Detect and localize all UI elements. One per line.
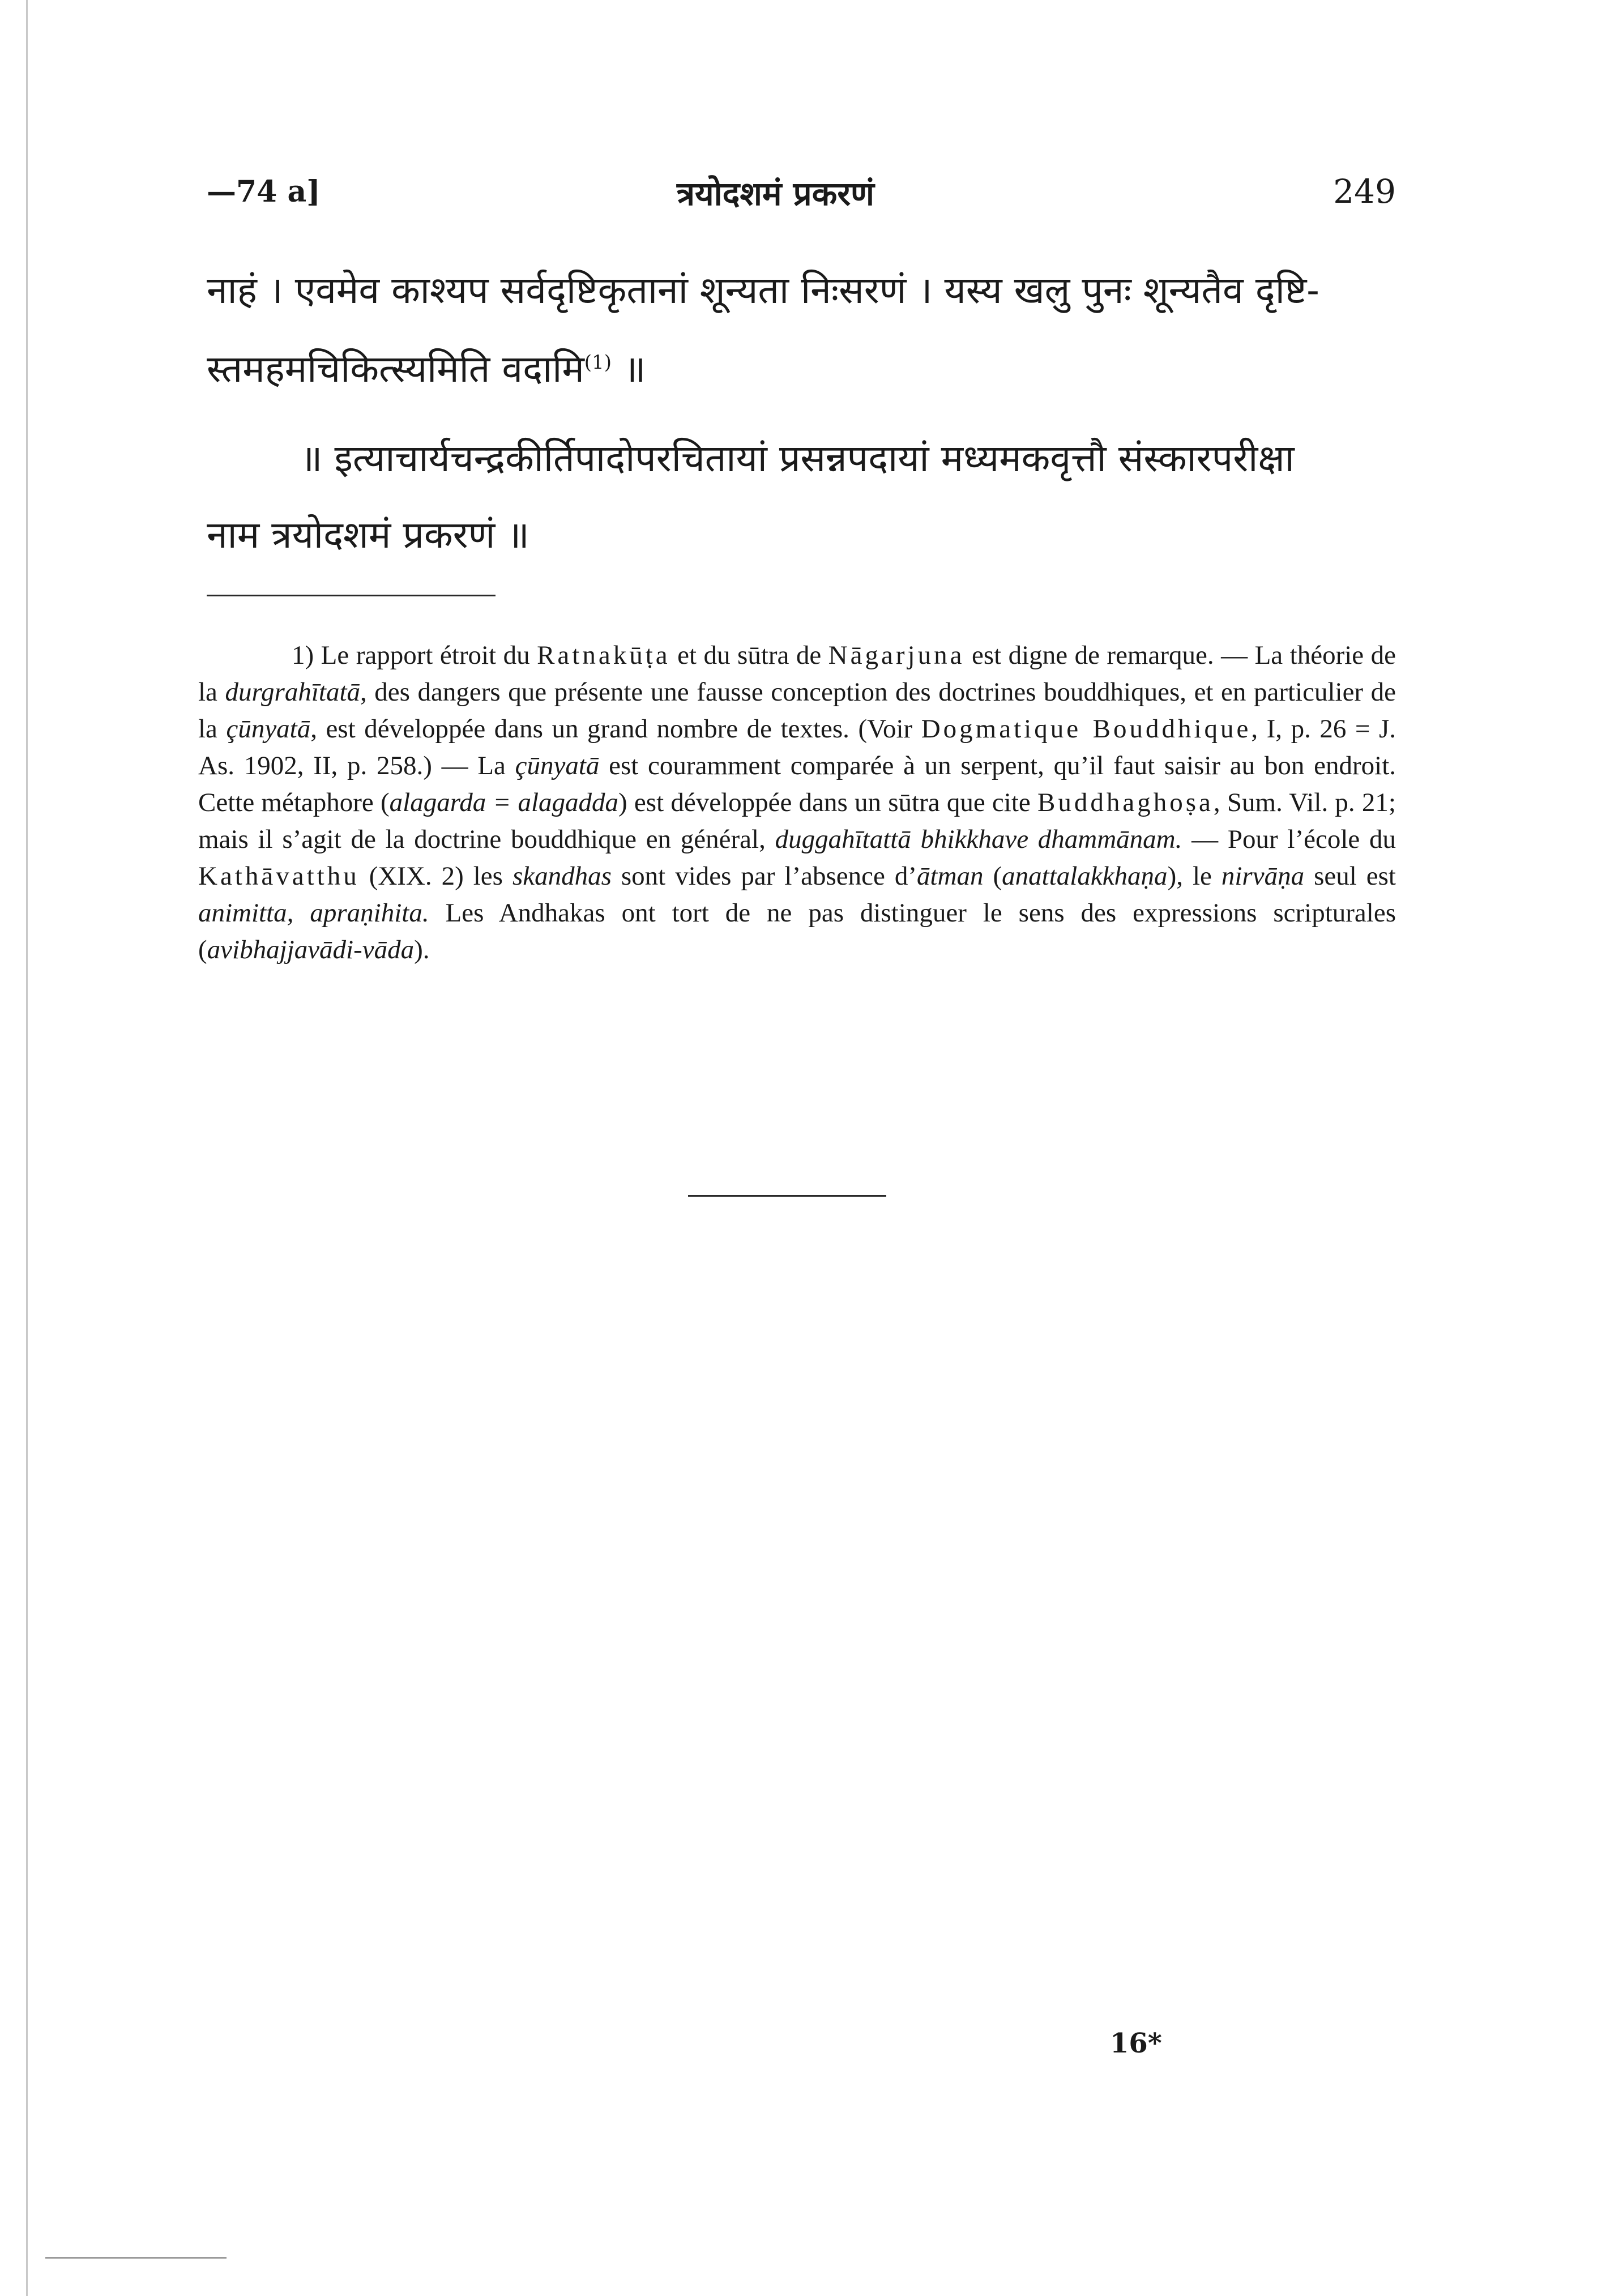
fn-text-8: ) est développée dans un sūtra que cite (618, 788, 1038, 817)
fn-kathavatthu: Kathāvatthu (198, 861, 360, 891)
fn-text-1: 1) Le rapport étroit du (292, 641, 537, 670)
scan-edge-left (26, 0, 28, 2296)
sanskrit-line-1: नाहं । एवमेव काश्यप सर्वदृष्टिकृतानां शून्यता निःसरणं । यस्य खलु पुनः शून्यतैव दृष्टि- (207, 268, 1319, 312)
scan-edge-bottom (45, 2257, 227, 2259)
fn-text-12: sont vides par l’absence d’ (611, 861, 917, 891)
fn-text-4: , des dangers que présente une fausse conception des doctrines bouddhiques, et en particulier de la (198, 677, 1396, 744)
fn-text-16: Les Andhakas ont tort de ne pas distinguer le sens des expressions scripturales ( (198, 898, 1396, 965)
fn-text-6: , I, p. 26 = J. As. 1902, II, p. 258.) — La (198, 714, 1396, 780)
fn-ratnakuta: Ratnakūṭa (537, 641, 670, 670)
fn-text-10: — Pour l’école du (1182, 825, 1396, 854)
fn-text-7: est couramment comparée à un serpent, qu’il faut saisir au bon endroit. Cette métaphore ( (198, 751, 1396, 817)
footnote-separator (207, 595, 496, 596)
chapter-end-rule (688, 1195, 886, 1197)
fn-nagarjuna: Nāgarjuna (828, 641, 965, 670)
fn-text-3: est digne de remarque. — La théorie de la (198, 641, 1396, 707)
fn-text-13: ( (983, 861, 1002, 891)
fn-text-17: ). (414, 935, 430, 965)
fn-text-5: , est développée dans un grand nombre de textes. (Voir (310, 714, 921, 744)
fn-buddhaghosa: Buddhaghoṣa (1037, 788, 1214, 817)
fn-text-11: (XIX. 2) les (359, 861, 512, 891)
fn-text-15: seul est (1304, 861, 1396, 891)
sanskrit-line-2-end: ॥ (611, 347, 646, 391)
fn-cunyata-1: çūnyatā (226, 714, 311, 744)
page-number: 249 (1333, 172, 1396, 211)
fn-alagarda: alagarda = alagadda (389, 788, 619, 817)
footnote (198, 637, 1396, 968)
fn-cunyata-2: çūnyatā (515, 751, 600, 780)
footnote-marker: (1) (584, 351, 612, 374)
colophon-line-1: ॥ इत्याचार्यचन्द्रकीर्तिपादोपरचितायां प्रसन्नपदायां मध्यमकवृत्तौ संस्कारपरीक्षा (300, 437, 1295, 480)
fn-atman: ātman (917, 861, 984, 891)
fn-text-2: et du sūtra de (670, 641, 828, 670)
fn-animitta: animitta, apraṇihita. (198, 898, 429, 928)
fn-durgrahitata: durgrahītatā (225, 677, 360, 707)
signature-mark: 16* (1110, 2028, 1162, 2059)
fn-nirvana: nirvāṇa (1221, 861, 1305, 891)
fn-anattalakkhana: anattalakkhaṇa (1002, 861, 1168, 891)
sanskrit-line-2 (207, 337, 1396, 395)
header-chapter-title: त्रयोदशमं प्रकरणं (677, 174, 874, 213)
fn-text-9: , Sum. Vil. p. 21; mais il s’agit de la doctrine bouddhique en général, (198, 788, 1396, 854)
fn-skandhas: skandhas (512, 861, 612, 891)
running-header (207, 170, 1396, 215)
fn-duggahitatta: duggahītattā bhikkhave dhammānam. (775, 825, 1182, 854)
sanskrit-line-2-text: स्तमहमचिकित्स्यमिति वदामि (207, 347, 584, 391)
colophon-line-2: नाम त्रयोदशमं प्रकरणं ॥ (207, 513, 529, 557)
fn-text-14: ), le (1167, 861, 1221, 891)
fn-dogmatique: Dogmatique Bouddhique (921, 714, 1252, 744)
fn-avibhajja: avibhajjavādi-vāda (207, 935, 415, 965)
header-section-ref: —74 a] (207, 174, 321, 209)
